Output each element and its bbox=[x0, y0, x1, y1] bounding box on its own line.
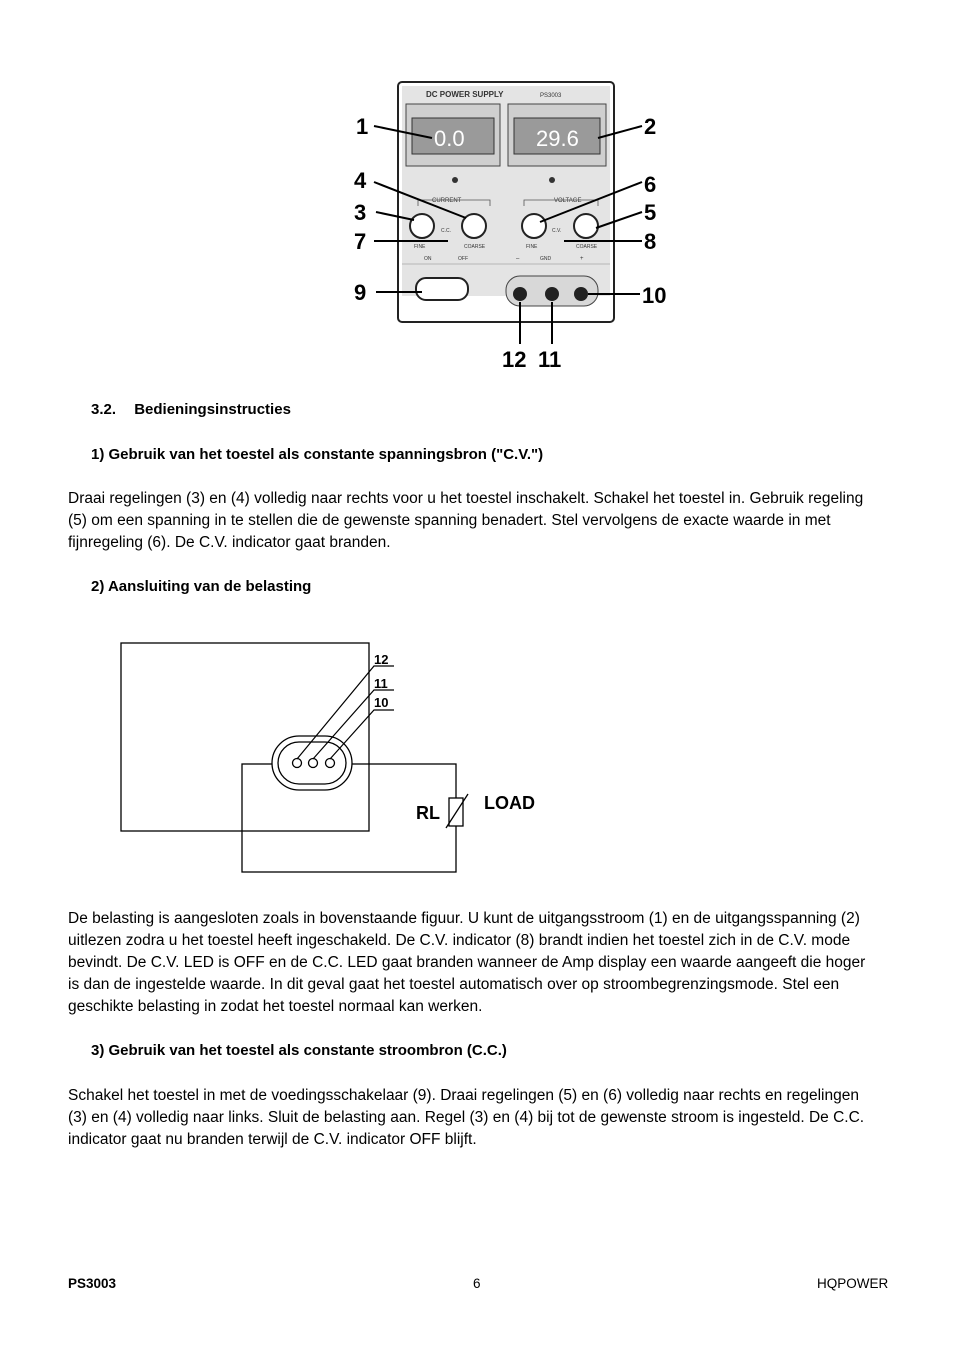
terminal-gnd[interactable] bbox=[545, 287, 559, 301]
knob-label-1: FINE bbox=[414, 244, 426, 250]
switch-off-label: OFF bbox=[458, 256, 468, 262]
power-switch[interactable] bbox=[416, 278, 468, 300]
item1-line: (5) om een spanning in te stellen die de gewenste spanning benadert. Stel vervolgens de exacte waarde in met bbox=[68, 512, 831, 529]
footer-left: PS3003 bbox=[68, 1276, 117, 1291]
knob-current-fine[interactable] bbox=[410, 214, 434, 238]
voltage-display-value: 29.6 bbox=[536, 126, 579, 151]
diagram-label-10: 10 bbox=[374, 695, 389, 710]
current-display-value: 0.0 bbox=[434, 126, 465, 151]
callout-3: 3 bbox=[354, 200, 367, 225]
footer-right: HQPOWER bbox=[817, 1276, 889, 1291]
callout-1: 1 bbox=[356, 114, 369, 139]
indicator-cv-label: C.V. bbox=[552, 228, 562, 234]
panel-model-text: PS3003 bbox=[540, 93, 562, 99]
front-panel-figure bbox=[340, 70, 700, 380]
terminal-plus-label: + bbox=[580, 256, 584, 262]
callout-6: 6 bbox=[644, 172, 657, 197]
item2-line: geschikte belasting in zodat het toestel normaal kan werken. bbox=[68, 998, 483, 1015]
diagram-terminal-10 bbox=[326, 759, 335, 768]
section-number: 3.2. bbox=[91, 401, 117, 418]
item1-body bbox=[68, 488, 863, 554]
item2-line: is dan de ingestelde waarde. In dit geval gaat het toestel automatisch over op stroombegrenzingsmode. Stel een bbox=[68, 976, 840, 993]
diagram-label-12: 12 bbox=[374, 652, 389, 667]
current-group-label: CURRENT bbox=[432, 198, 462, 204]
callout-10: 10 bbox=[642, 283, 667, 308]
panel-header-text: DC POWER SUPPLY bbox=[426, 90, 504, 99]
callout-11: 11 bbox=[538, 347, 562, 372]
callout-9: 9 bbox=[354, 280, 367, 305]
callout-4: 4 bbox=[354, 168, 367, 193]
callout-8: 8 bbox=[644, 229, 657, 254]
cv-led bbox=[549, 177, 555, 183]
item2-line: uitlezen zodra u het toestel heeft ingeschakeld. De C.V. indicator (8) brandt indien het toestel zich in de C.V. mode bbox=[68, 932, 851, 949]
cc-led bbox=[452, 177, 458, 183]
item1-line: Draai regelingen (3) en (4) volledig naar rechts voor u het toestel inschakelt. Schakel het toestel in. Gebruik regeling bbox=[68, 490, 864, 507]
item3-line: (3) en (4) volledig naar links. Sluit de belasting aan. Regel (3) en (4) bij tot de gewenste stroom is ingesteld. De C.C. bbox=[68, 1109, 865, 1126]
switch-on-label: ON bbox=[424, 256, 432, 262]
knob-voltage-coarse[interactable] bbox=[574, 214, 598, 238]
terminal-minus-label: – bbox=[516, 256, 520, 262]
terminal-minus[interactable] bbox=[513, 287, 527, 301]
knob-label-2: COARSE bbox=[464, 244, 486, 250]
item2-title: 2) Aansluiting van de belasting bbox=[91, 578, 312, 595]
terminal-plus[interactable] bbox=[574, 287, 588, 301]
item3-line: Schakel het toestel in met de voedingsschakelaar (9). Draai regelingen (5) en (6) volledig naar rechts en regelingen bbox=[68, 1087, 859, 1104]
item1-line: fijnregeling (6). De C.V. indicator gaat branden. bbox=[68, 534, 391, 551]
indicator-cc-label: C.C. bbox=[441, 228, 451, 234]
item2-body bbox=[68, 908, 865, 1018]
diagram-terminal-12 bbox=[293, 759, 302, 768]
section-title: Bedieningsinstructies bbox=[134, 401, 291, 418]
terminal-gnd-label: GND bbox=[540, 256, 552, 262]
load-label: LOAD bbox=[484, 793, 535, 813]
footer-page-number: 6 bbox=[473, 1276, 481, 1291]
callout-12: 12 bbox=[502, 347, 527, 372]
item2-line: De belasting is aangesloten zoals in bovenstaande figuur. U kunt de uitgangsstroom (1) en de uitgangsspanning (2) bbox=[68, 910, 860, 927]
diagram-label-11: 11 bbox=[374, 676, 388, 691]
item1-title: 1) Gebruik van het toestel als constante spanningsbron ("C.V.") bbox=[91, 446, 544, 463]
callout-2: 2 bbox=[644, 114, 657, 139]
item2-line: bevindt. De C.V. LED is OFF en de C.C. LED gaat branden wanneer de Amp display een waarde aangeeft die hoger bbox=[68, 954, 866, 971]
load-connection-diagram bbox=[110, 636, 570, 882]
item3-body bbox=[68, 1085, 864, 1151]
callout-7: 7 bbox=[354, 229, 367, 254]
knob-voltage-fine[interactable] bbox=[522, 214, 546, 238]
diagram-terminal-11 bbox=[309, 759, 318, 768]
knob-label-4: COARSE bbox=[576, 244, 598, 250]
item3-line: indicator gaat nu branden terwijl de C.V. indicator OFF blijft. bbox=[68, 1131, 477, 1148]
callout-5: 5 bbox=[644, 200, 657, 225]
section-heading bbox=[91, 401, 291, 418]
knob-label-3: FINE bbox=[526, 244, 538, 250]
voltage-group-label: VOLTAGE bbox=[554, 198, 582, 204]
rl-label: RL bbox=[416, 803, 440, 823]
item3-title: 3) Gebruik van het toestel als constante stroombron (C.C.) bbox=[91, 1042, 507, 1059]
